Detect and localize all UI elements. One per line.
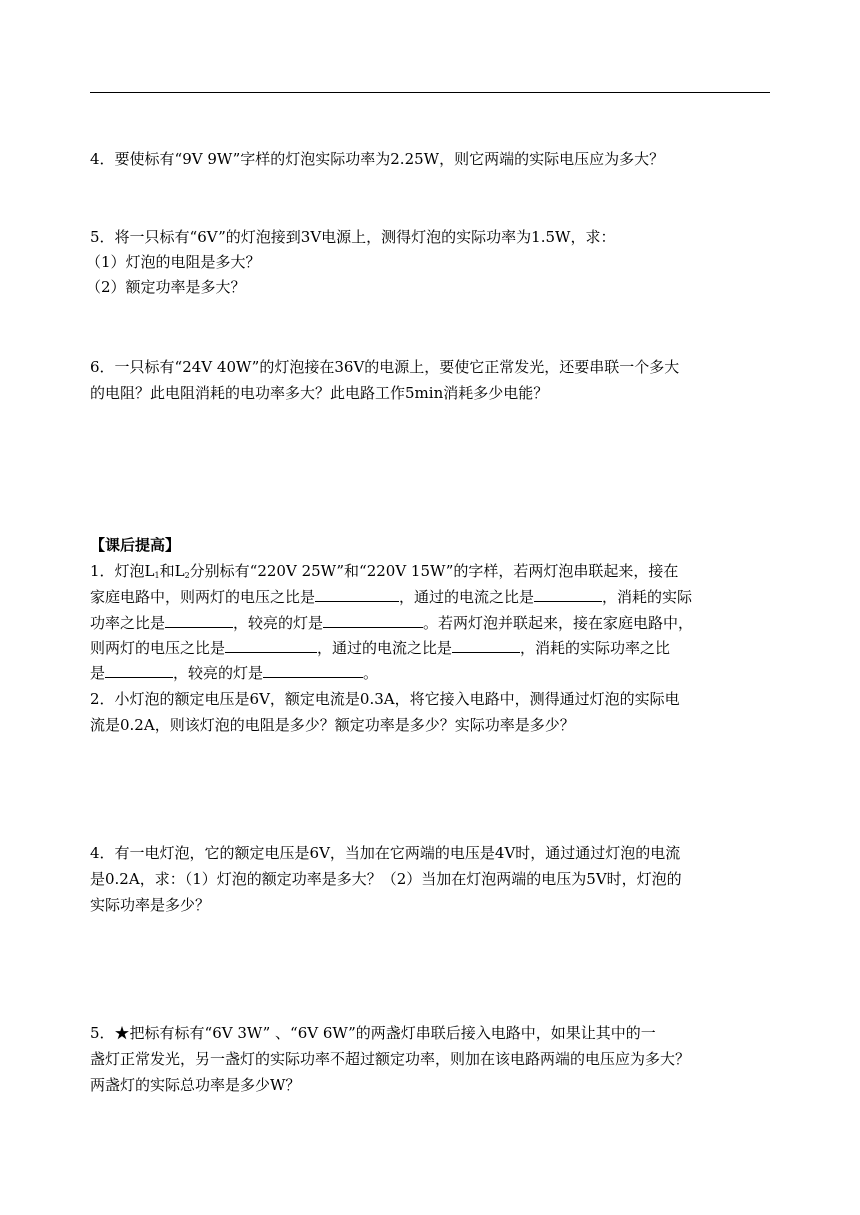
problem-4-line2 — [90, 868, 682, 890]
answer-blank[interactable] — [263, 662, 363, 678]
question-5-sub2 — [86, 276, 246, 298]
problem-1-text: ，较亮的灯是 — [233, 614, 324, 632]
problem-4-line1 — [90, 842, 680, 864]
problem-4-text-3: 实际功率是多少？ — [90, 896, 211, 914]
subscript-1: 1 — [154, 571, 160, 580]
question-5 — [90, 226, 615, 248]
problem-1-line2 — [90, 586, 692, 608]
problem-2-text-2: 流是0.2A，则该灯泡的电阻是多少？额定功率是多少？实际功率是多少？ — [90, 716, 575, 734]
problem-1-text: 功率之比是 — [90, 614, 166, 632]
problem-5-text-3: 两盏灯的实际总功率是多少W？ — [90, 1076, 301, 1094]
problem-1-text: 1．灯泡L — [90, 562, 155, 580]
problem-1-text: ，消耗的实际 — [602, 588, 693, 606]
problem-1-text: ，通过的电流之比是 — [317, 639, 453, 657]
problem-1-text: 是 — [90, 664, 106, 682]
problem-5-line1 — [90, 1022, 656, 1044]
problem-4-text-1: 4．有一电灯泡，它的额定电压是6V，当加在它两端的电压是4V时，通过通过灯泡的电流 — [90, 844, 681, 862]
header-rule — [90, 92, 770, 93]
problem-1-text: 家庭电路中，则两灯的电压之比是 — [90, 588, 316, 606]
question-6-line2 — [90, 382, 548, 404]
question-5-sub1 — [86, 251, 261, 273]
question-4 — [90, 148, 664, 170]
answer-blank[interactable] — [534, 586, 602, 602]
problem-1-line4 — [90, 637, 670, 659]
problem-1-text: ，较亮的灯是 — [173, 664, 264, 682]
problem-1-text: 。 — [363, 664, 379, 682]
problem-1-text: 分别标有“220V 25W”和“220V 15W”的字样，若两灯泡串联起来，接在 — [189, 562, 679, 580]
problem-1-text: 。若两灯泡并联起来，接在家庭电路中， — [423, 614, 694, 632]
problem-2-text-1: 2．小灯泡的额定电压是6V，额定电流是0.3A，将它接入电路中，测得通过灯泡的实际电 — [90, 690, 680, 708]
question-5-text: 5．将一只标有“6V”的灯泡接到3V电源上，测得灯泡的实际功率为1.5W，求： — [90, 228, 616, 246]
problem-1-text: 和L — [159, 562, 185, 580]
problem-1-text: ，通过的电流之比是 — [399, 588, 535, 606]
answer-blank[interactable] — [165, 612, 233, 628]
subscript-2: 2 — [184, 571, 190, 580]
question-6-line1 — [90, 356, 679, 378]
answer-blank[interactable] — [323, 612, 423, 628]
problem-1-line5 — [90, 662, 378, 684]
section-heading — [90, 534, 180, 556]
problem-1-text: ，消耗的实际功率之比 — [520, 639, 671, 657]
problem-5-line3 — [90, 1074, 300, 1096]
question-6-text-2: 的电阻？此电阻消耗的电功率多大？此电路工作5min消耗多少电能？ — [90, 384, 549, 402]
problem-1-line1 — [90, 560, 678, 582]
problem-5-text-1: 5．★把标有标有“6V 3W” 、“6V 6W”的两盏灯串联后接入电路中，如果让其中的一 — [90, 1024, 656, 1042]
problem-4-line3 — [90, 894, 210, 916]
problem-4-text-2: 是0.2A，求：（1）灯泡的额定功率是多大？（2）当加在灯泡两端的电压为5V时，灯泡的 — [90, 870, 682, 888]
problem-5-text-2: 盏灯正常发光，另一盏灯的实际功率不超过额定功率，则加在该电路两端的电压应为多大？ — [90, 1050, 691, 1068]
answer-blank[interactable] — [105, 662, 173, 678]
problem-1-line3 — [90, 612, 693, 634]
answer-blank[interactable] — [225, 637, 317, 653]
problem-2-line2 — [90, 714, 575, 736]
problem-1-text: 则两灯的电压之比是 — [90, 639, 226, 657]
question-5-sub2-text: （2）额定功率是多大？ — [86, 278, 246, 296]
answer-blank[interactable] — [452, 637, 520, 653]
question-6-text-1: 6．一只标有“24V 40W”的灯泡接在36V的电源上，要使它正常发光，还要串联一个多大 — [90, 358, 680, 376]
section-heading-text: 【课后提高】 — [90, 536, 181, 554]
problem-5-line2 — [90, 1048, 690, 1070]
answer-blank[interactable] — [315, 586, 399, 602]
problem-2-line1 — [90, 688, 680, 710]
question-5-sub1-text: （1）灯泡的电阻是多大？ — [86, 253, 261, 271]
question-4-text: 4．要使标有“9V 9W”字样的灯泡实际功率为2.25W，则它两端的实际电压应为多大？ — [90, 150, 665, 168]
